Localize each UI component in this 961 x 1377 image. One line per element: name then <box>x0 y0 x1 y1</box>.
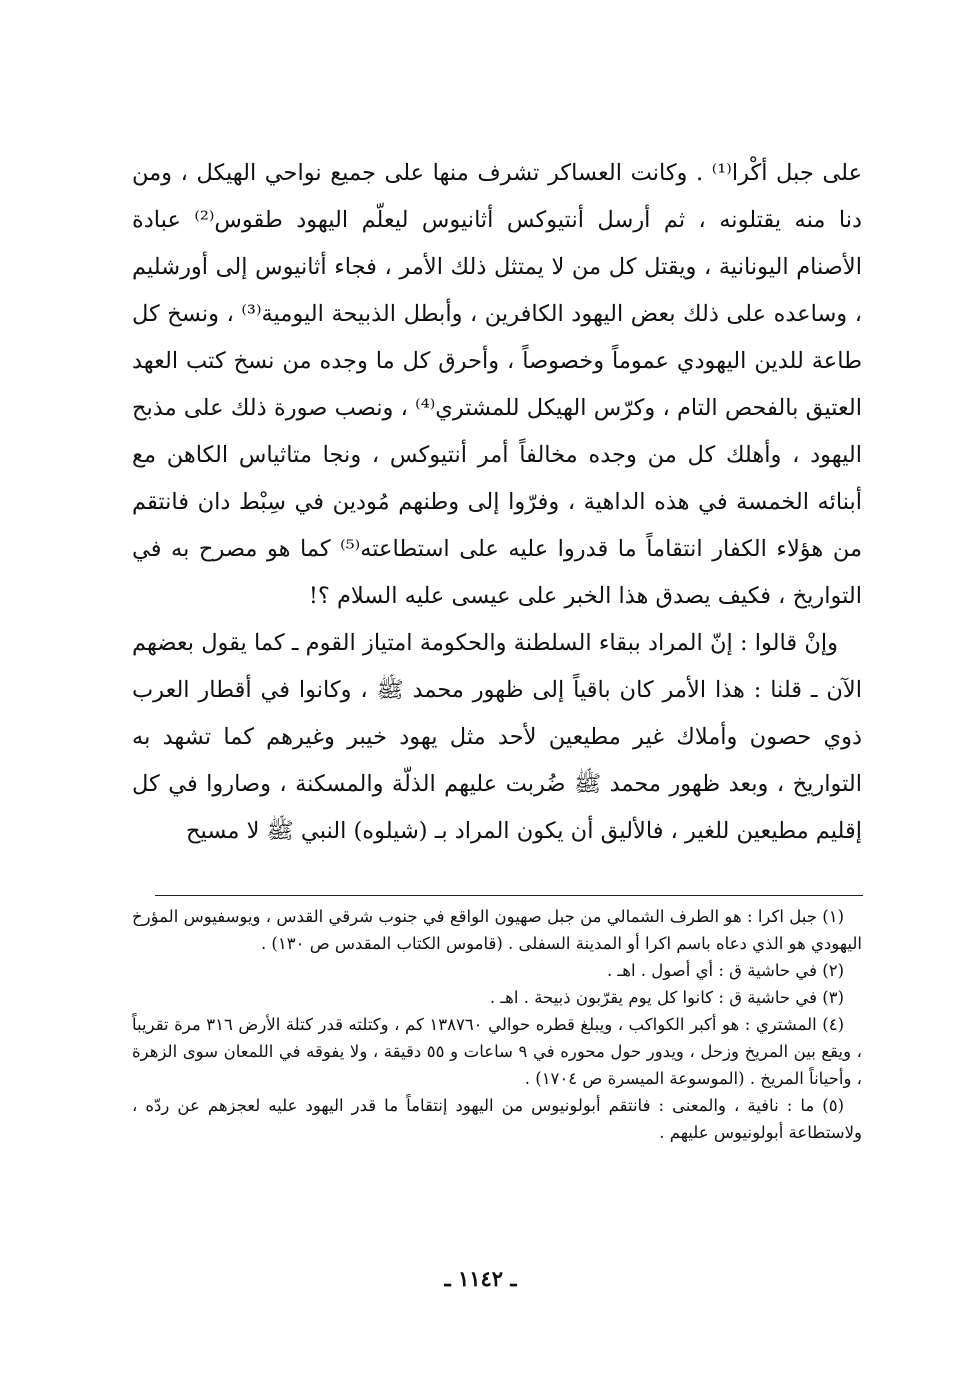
paragraph-1: على جبل أكْرا⁽¹⁾ . وكانت العساكر تشرف منها على جميع نواحي الهيكل ، ومن دنا منه يقتلونه ، ثم أرسل أنتيوكس أثانيوس ليعلّم اليهود طقوس⁽²⁾ عبادة الأصنام اليونانية ، ويقتل كل من لا يمتثل ذلك الأمر ، فجاء أثانيوس إلى أورشليم ، وساعده على ذلك بعض اليهود الكافرين ، وأبطل الذبيحة اليومية⁽³⁾ ، ونسخ كل طاعة للدين اليهودي عموماً وخصوصاً ، وأحرق كل ما وجده من نسخ كتب العهد العتيق بالفحص التام ، وكرّس الهيكل للمشتري⁽⁴⁾ ، ونصب صورة ذلك على مذبح اليهود ، وأهلك كل من وجده مخالفاً أمر أنتيوكس ، ونجا متاثياس الكاهن مع أبنائه الخمسة في هذه الداهية ، وفرّوا إلى وطنهم مُودين في سِبْط دان فانتقم من هؤلاء الكفار انتقاماً ما قدروا عليه على استطاعته⁽⁵⁾ كما هو مصرح به في التواريخ ، فكيف يصدق هذا الخبر على عيسى عليه السلام ؟! <box>132 160 862 609</box>
footnote-separator <box>155 895 863 896</box>
footnote-1: (١) جبل اكرا : هو الطرف الشمالي من جبل صهيون الواقع في جنوب شرقي القدس ، ويوسفيوس المؤرخ اليهودي هو الذي دعاه باسم اكرا أو المدينة السفلى . (قاموس الكتاب المقدس ص ١٣٠) . <box>132 907 862 953</box>
footnote-4: (٤) المشتري : هو أكبر الكواكب ، ويبلغ قطره حوالي ١٣٨٧٦٠ كم ، وكتلته قدر كتلة الأرض ٣١٦ مرة تقريباً ، ويقع بين المريخ وزحل ، ويدور حول محوره في ٩ ساعات و ٥٥ دقيقة ، ولا يفوقه في اللمعان سوى الزهرة ، وأحياناً المريخ . (الموسوعة الميسرة ص ١٧٠٤) . <box>132 1015 863 1088</box>
footnote-3: (٣) في حاشية ق : كانوا كل يوم يقرّبون ذبيحة . اهـ . <box>489 988 844 1007</box>
footnotes <box>132 903 862 1146</box>
footnote-5: (٥) ما : نافية ، والمعنى : فانتقم أبولونيوس من اليهود إنتقاماً ما قدر اليهود عليه لعجزهم عن ردّه ، ولاستطاعة أبولونيوس عليهم . <box>132 1096 862 1142</box>
main-text <box>132 150 862 855</box>
page-number: ـ ١١٤٢ ـ <box>444 1266 517 1291</box>
footnote-2: (٢) في حاشية ق : أي أصول . اهـ . <box>606 961 844 980</box>
paragraph-2: وإنْ قالوا : إنّ المراد ببقاء السلطنة والحكومة امتياز القوم ـ كما يقول بعضهم الآن ـ قلنا : هذا الأمر كان باقياً إلى ظهور محمد ﷺ ، وكانوا في أقطار العرب ذوي حصون وأملاك غير مطيعين لأحد مثل يهود خيبر وغيرهم كما تشهد به التواريخ ، وبعد ظهور محمد ﷺ ضُربت عليهم الذلّة والمسكنة ، وصاروا في كل إقليم مطيعين للغير ، فالأليق أن يكون المراد بـ (شيلوه) النبي ﷺ لا مسيح <box>132 630 862 844</box>
